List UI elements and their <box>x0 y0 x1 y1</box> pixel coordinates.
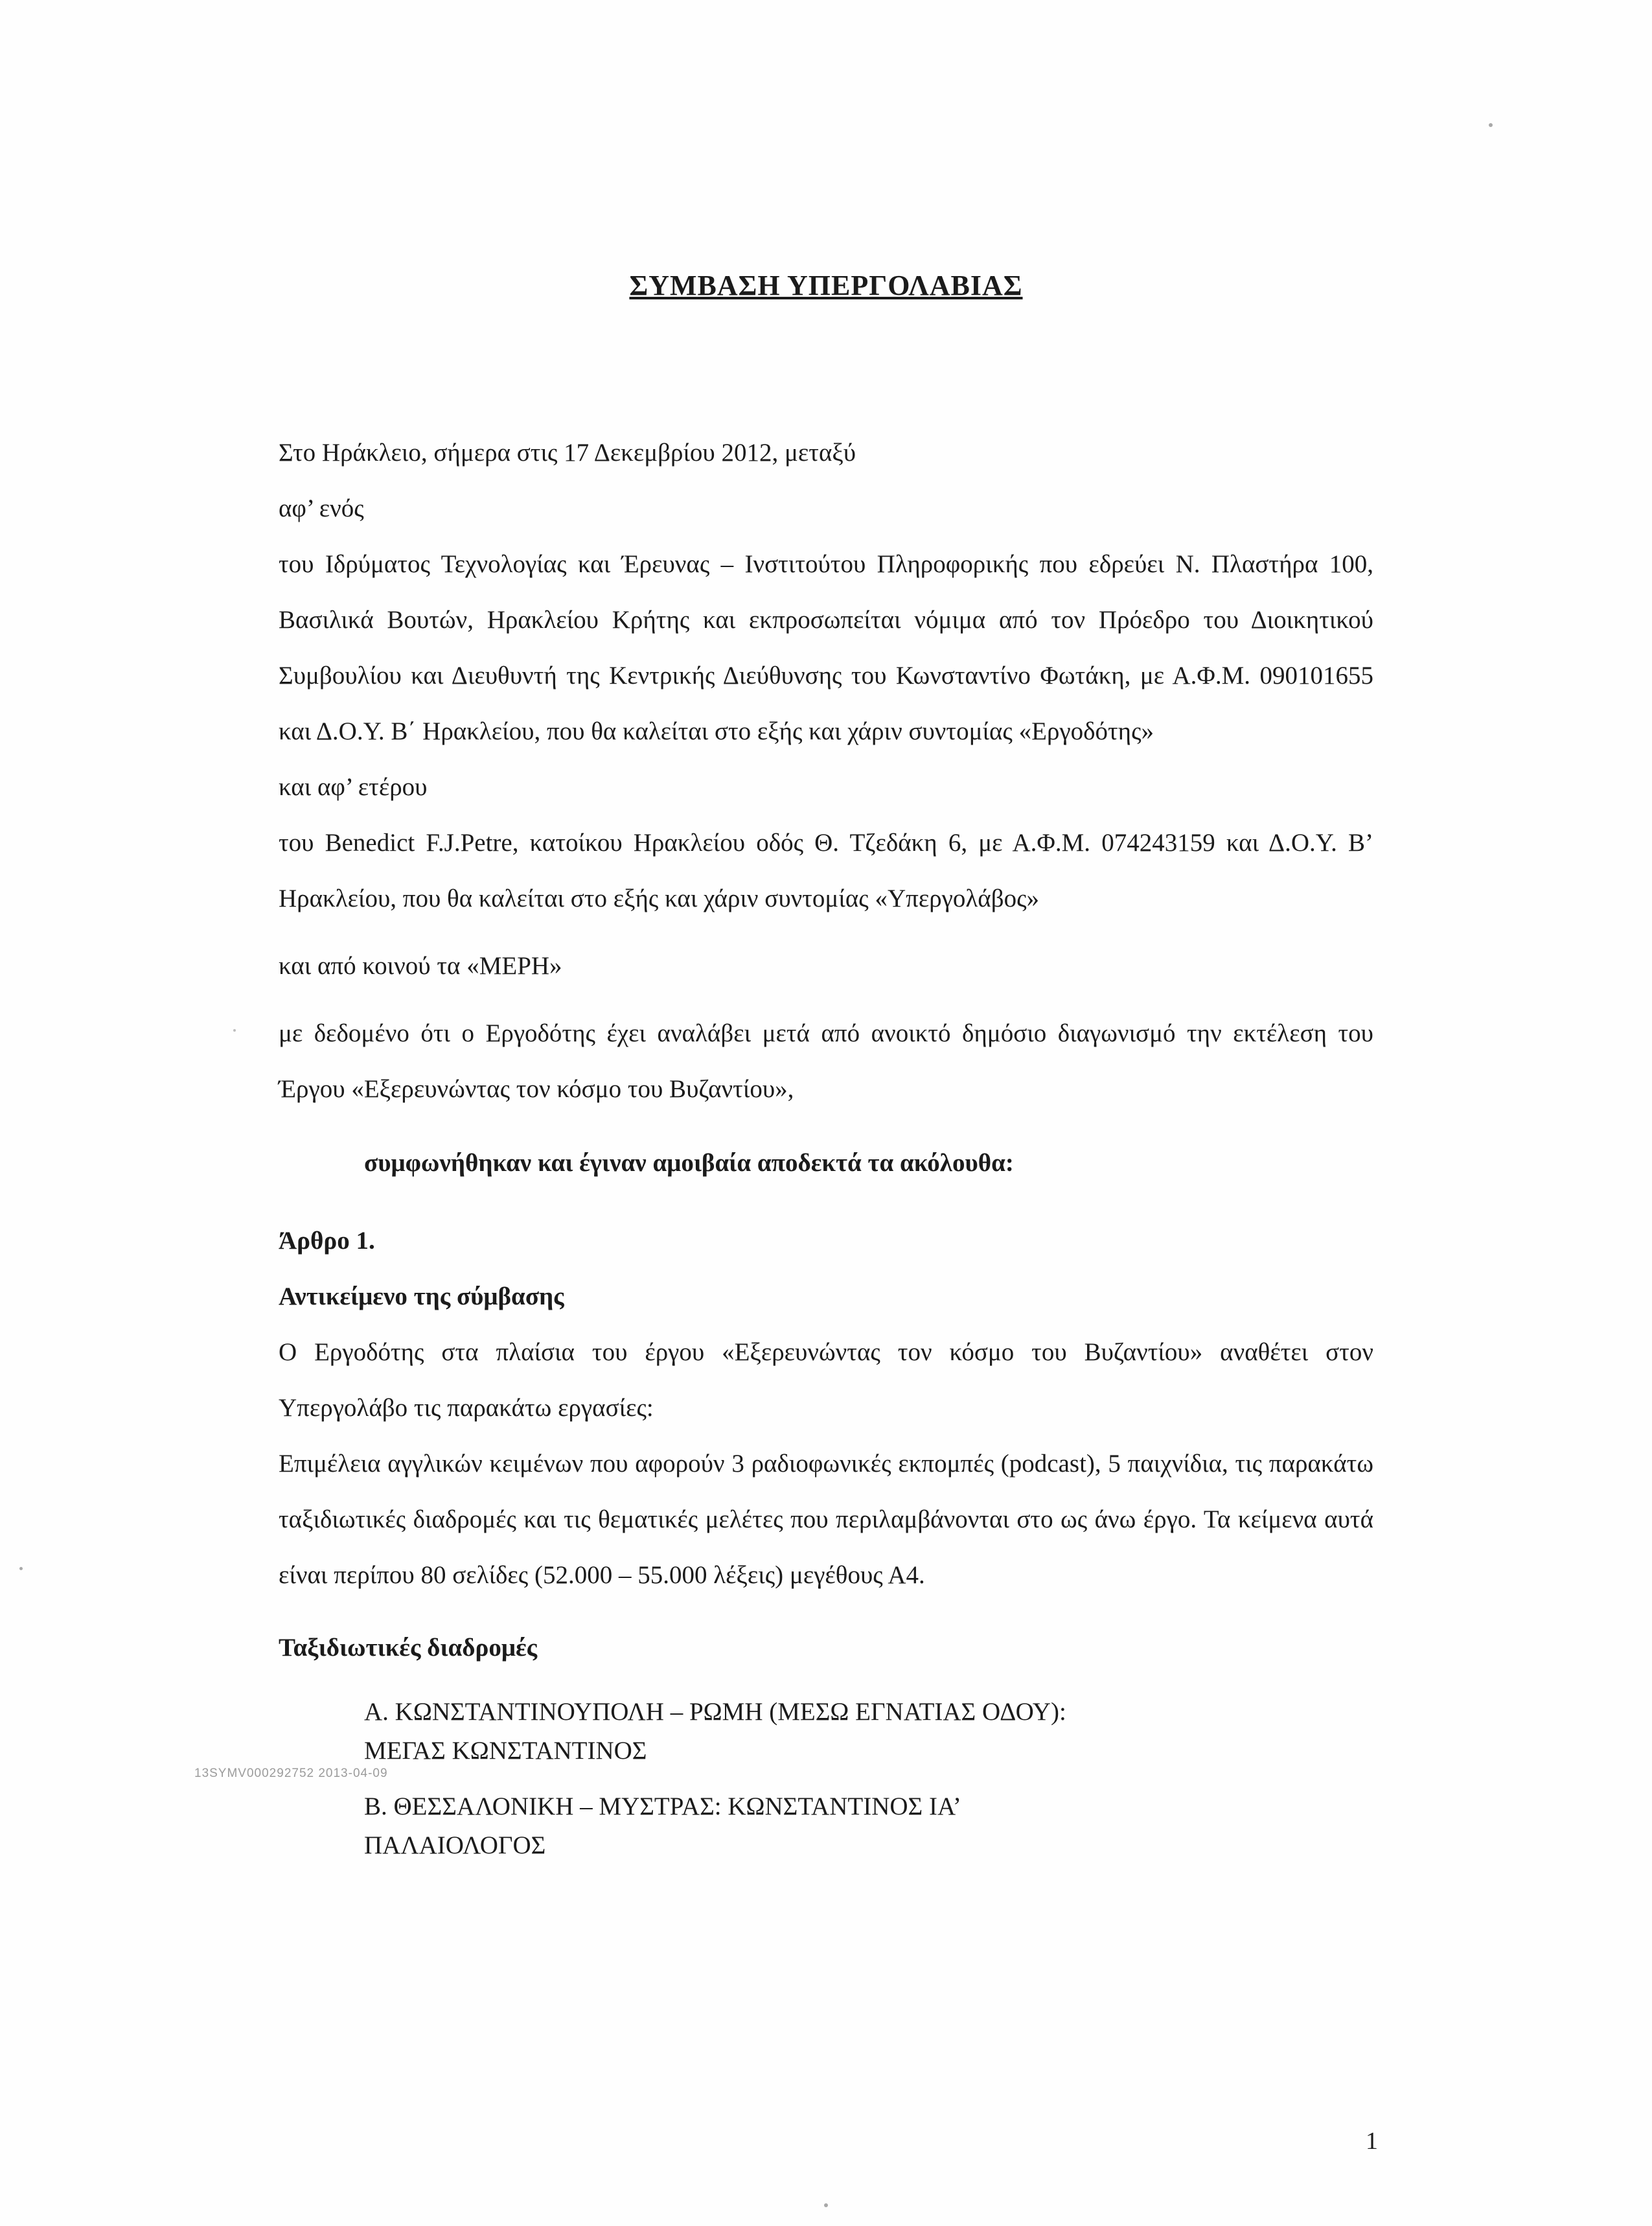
routes-heading: Ταξιδιωτικές διαδρομές <box>279 1634 538 1662</box>
scan-speck <box>233 1029 236 1032</box>
route-a-line-2: ΜΕΓΑΣ ΚΩΝΣΤΑΝΤΙΝΟΣ <box>364 1737 647 1765</box>
paragraph-party-one-intro: αφ’ ενός <box>279 494 364 522</box>
document-title: ΣΥΜΒΑΣΗ ΥΠΕΡΓΟΛΑΒΙΑΣ <box>629 270 1023 301</box>
paragraph-employer-details: του Ιδρύματος Τεχνολογίας και Έρευνας – Ινστιτούτου Πληροφορικής που εδρεύει Ν. Πλαστήρα 100, Βασιλικά Βουτών, Ηρακλείου Κρήτης και εκπροσωπείται νόμιμα από τον Πρόεδρο του Διοικητικού Συμβουλίου και Διευθυντή της Κεντρικής Διεύθυνσης του Κωνσταντίνο Φωτάκη, με Α.Φ.Μ. 090101655 και Δ.Ο.Υ. Β΄ Ηρακλείου, που θα καλείται στο εξής και χάριν συντομίας «Εργοδότης» <box>279 550 1373 745</box>
registry-stamp-watermark: 13SYMV000292752 2013-04-09 <box>194 1767 388 1780</box>
article-1-number: Άρθρο 1. <box>279 1227 375 1255</box>
article-1-paragraph-scope: Ο Εργοδότης στα πλαίσια του έργου «Εξερευνώντας τον κόσμο του Βυζαντίου» αναθέτει στον Υπεργολάβο τις παρακάτω εργασίες: <box>279 1338 1373 1422</box>
route-item-a <box>364 1693 1373 1770</box>
article-1-paragraph-deliverables: Επιμέλεια αγγλικών κειμένων που αφορούν 3 ραδιοφωνικές εκπομπές (podcast), 5 παιχνίδια, τις παρακάτω ταξιδιωτικές διαδρομές και τις θεματικές μελέτες που περιλαμβάνονται στο ως άνω έργο. Τα κείμενα αυτά είναι περίπου 80 σελίδες (52.000 – 55.000 λέξεις) μεγέθους Α4. <box>279 1450 1373 1589</box>
route-b-line-2: ΠΑΛΑΙΟΛΟΓΟΣ <box>364 1831 546 1859</box>
paragraph-party-two-intro: και αφ’ ετέρου <box>279 773 428 801</box>
document-body <box>279 0 1373 1865</box>
scan-speck <box>824 2203 828 2207</box>
route-b-line-1: Β. ΘΕΣΣΑΛΟΝΙΚΗ – ΜΥΣΤΡΑΣ: ΚΩΝΣΤΑΝΤΙΝΟΣ ΙΑ’ <box>364 1792 961 1820</box>
paragraph-project-context: με δεδομένο ότι ο Εργοδότης έχει αναλάβει μετά από ανοικτό δημόσιο διαγωνισμό την εκτέλεση του Έργου «Εξερευνώντας τον κόσμο του Βυζαντίου», <box>279 1019 1373 1103</box>
page-number: 1 <box>1366 2127 1378 2155</box>
paragraph-parties-jointly: και από κοινού τα «ΜΕΡΗ» <box>279 952 562 980</box>
article-1-heading: Αντικείμενο της σύμβασης <box>279 1282 564 1310</box>
paragraph-preamble-date: Στο Ηράκλειο, σήμερα στις 17 Δεκεμβρίου 2012, μεταξύ <box>279 439 856 467</box>
scan-speck <box>1489 123 1493 127</box>
agreement-clause: συμφωνήθηκαν και έγιναν αμοιβαία αποδεκτά τα ακόλουθα: <box>364 1149 1014 1177</box>
route-item-b <box>364 1787 1373 1865</box>
scan-speck <box>19 1567 23 1570</box>
paragraph-subcontractor-details: του Benedict F.J.Petre, κατοίκου Ηρακλείου οδός Θ. Τζεδάκη 6, με Α.Φ.Μ. 074243159 και Δ.Ο.Υ. Β’ Ηρακλείου, που θα καλείται στο εξής και χάριν συντομίας «Υπεργολάβος» <box>279 829 1373 912</box>
route-a-line-1: Α. ΚΩΝΣΤΑΝΤΙΝΟΥΠΟΛΗ – ΡΩΜΗ (ΜΕΣΩ ΕΓΝΑΤΙΑΣ ΟΔΟΥ): <box>364 1698 1066 1726</box>
